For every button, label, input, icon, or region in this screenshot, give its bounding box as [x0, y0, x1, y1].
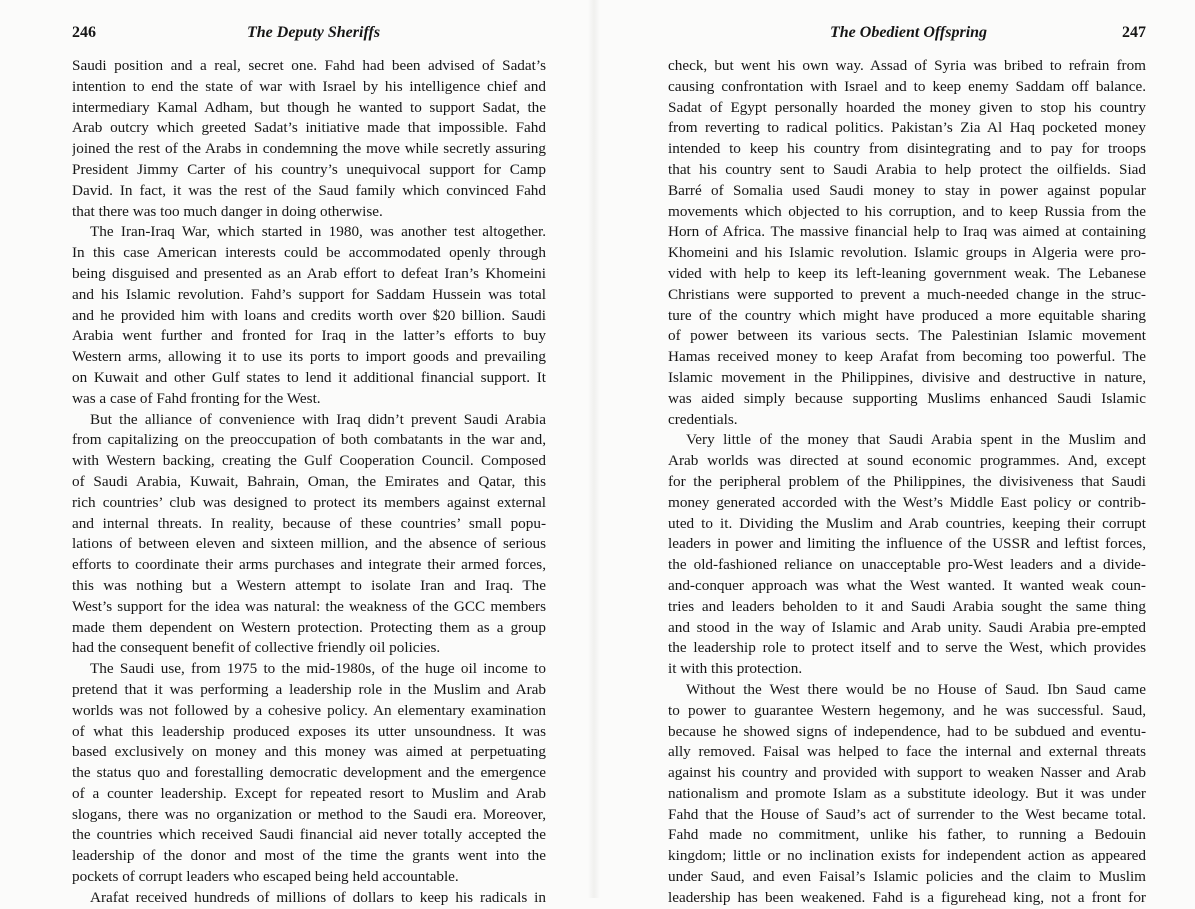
page-number: 247	[1122, 24, 1146, 41]
text-line: movements which objected to his corruption, and to keep Russia from the	[668, 202, 1146, 220]
text-line: because he showed signs of independence, had to be subdued and eventu-	[668, 722, 1146, 740]
text-line: intention to end the state of war with Israel by his intelligence chief and	[72, 77, 546, 95]
text-line: ture of the country which might have produced a more equitable sharing	[668, 306, 1146, 324]
text-line: The Iran-Iraq War, which started in 1980, was another test altogether.	[90, 223, 546, 241]
text-line: and internal threats. In reality, because of these countries’ small popu-	[72, 514, 546, 532]
text-line: of a counter leadership. Except for repeated resort to Muslim and Arab	[72, 784, 546, 802]
text-line: of what this leadership produced exposes its utter unsoundness. It was	[72, 722, 546, 740]
text-line: kingdom; little or no inclination exists for independent action as appeared	[668, 847, 1146, 865]
text-line: and his Islamic revolution. Fahd’s support for Saddam Hussein was total	[72, 285, 546, 303]
text-line: that there was too much danger in doing otherwise.	[72, 202, 383, 220]
text-line: rich countries’ club was designed to protect its members against external	[72, 493, 546, 511]
right-page	[598, 0, 1195, 906]
text-line: it with this protection.	[668, 660, 803, 678]
text-line: joined the rest of the Arabs in condemning the move while secretly assuring	[72, 140, 546, 158]
text-line: credentials.	[668, 410, 738, 428]
text-line: this was nothing but a Western attempt to isolate Iran and Iraq. The	[72, 576, 546, 594]
left-page	[0, 0, 590, 906]
text-line: nationalism and promote Islam as a substitute ideology. But it was under	[668, 784, 1146, 802]
text-line: worlds was not followed by a cohesive policy. An elementary examination	[72, 701, 546, 719]
text-line: lations of between eleven and sixteen million, and the absence of serious	[72, 535, 546, 553]
text-line: Islamic movement in the Philippines, divisive and destructive in nature,	[668, 368, 1146, 386]
text-line: intended to keep his country from disintegrating and to pay for troops	[668, 140, 1146, 158]
text-line: the status quo and forestalling democratic development and the emergence	[72, 764, 546, 782]
text-line: the old-fashioned reliance on unacceptable pro-West leaders and a divide-	[668, 556, 1146, 574]
right-page-body	[668, 56, 1146, 909]
text-line: the leadership role to protect itself and to serve the West, which provides	[668, 639, 1146, 657]
text-line: intermediary Kamal Adham, but though he wanted to support Sadat, the	[72, 98, 546, 116]
text-line: Horn of Africa. The massive financial help to Iraq was aimed at containing	[668, 223, 1146, 241]
text-line: slogans, there was no organization or method to the Saudi era. Moreover,	[72, 805, 546, 823]
text-line: for the peripheral problem of the Philippines, the divisiveness that Saudi	[668, 472, 1146, 490]
left-page-header	[72, 22, 546, 44]
text-line: vided with help to keep its left-leaning government weak. The Lebanese	[668, 264, 1146, 282]
text-line: of power between its various sects. The Palestinian Islamic movement	[668, 327, 1146, 345]
text-line: Arab worlds was directed at sound economic programmes. And, except	[668, 452, 1146, 470]
text-line: David. In fact, it was the rest of the Saud family which convinced Fahd	[72, 181, 546, 199]
text-line: from capitalizing on the preoccupation of both combatants in the war and,	[72, 431, 546, 449]
text-line: causing confrontation with Israel and to keep enemy Saddam off balance.	[668, 77, 1146, 95]
text-line: tries and leaders beholden to it and Saudi Arabia sought the same thing	[668, 597, 1146, 615]
text-line: Arabia went further and fronted for Iraq in the latter’s efforts to buy	[72, 327, 546, 345]
text-line: to power to guarantee Western hegemony, and he was successful. Saud,	[668, 701, 1146, 719]
text-line: Sadat of Egypt personally hoarded the money given to stop his country	[668, 98, 1146, 116]
text-line: Very little of the money that Saudi Arabia spent in the Muslim and	[686, 431, 1146, 449]
text-line: was aided simply because supporting Muslims enhanced Saudi Islamic	[668, 389, 1146, 407]
text-line: Arab outcry which greeted Sadat’s initiative made that impossible. Fahd	[72, 119, 546, 137]
text-line: pretend that it was performing a leadership role in the Muslim and Arab	[72, 680, 546, 698]
text-line: of Saudi Arabia, Kuwait, Bahrain, Oman, the Emirates and Qatar, this	[72, 472, 546, 490]
text-line: Christians were supported to prevent a much-needed change in the struc-	[668, 285, 1146, 303]
text-line: ally removed. Faisal was helped to face the internal and external threats	[668, 743, 1146, 761]
text-line: had the consequent benefit of collective friendly oil policies.	[72, 639, 441, 657]
text-line: Western arms, allowing it to use its ports to import goods and prevailing	[72, 348, 546, 366]
text-line: Without the West there would be no House of Saud. Ibn Saud came	[686, 680, 1146, 698]
text-line: money generated accorded with the West’s Middle East policy or contrib-	[668, 493, 1146, 511]
text-line: made them dependent on Western protection. Protecting them as a group	[72, 618, 546, 636]
text-line: under Saud, and even Faisal’s Islamic policies and the claim to Muslim	[668, 868, 1146, 886]
text-line: In this case American interests could be accommodated openly through	[72, 244, 546, 262]
text-line: based exclusively on money and this money was aimed at perpetuating	[72, 743, 546, 761]
text-line: and stood in the way of Islamic and Arab unity. Saudi Arabia pre-empted	[668, 618, 1146, 636]
text-line: Barré of Somalia used Saudi money to stay in power against popular	[668, 181, 1146, 199]
text-line: was a case of Fahd fronting for the West.	[72, 389, 321, 407]
text-line: on Kuwait and other Gulf states to lend it additional financial support. It	[72, 368, 546, 386]
text-line: from reverting to radical politics. Pakistan’s Zia Al Haq pocketed money	[668, 119, 1146, 137]
text-line: being disguised and presented as an Arab effort to defeat Iran’s Khomeini	[72, 264, 546, 282]
text-line: with Western backing, creating the Gulf Cooperation Council. Composed	[72, 452, 546, 470]
text-line: West’s support for the idea was natural: the weakness of the GCC members	[72, 597, 546, 615]
text-line: efforts to coordinate their arms purchases and integrate their armed forces,	[72, 556, 546, 574]
text-line: leaders in power and limiting the influence of the USSR and leftist forces,	[668, 535, 1146, 553]
text-line: The Saudi use, from 1975 to the mid-1980s, of the huge oil income to	[90, 660, 546, 678]
page-number: 246	[72, 24, 96, 41]
right-page-header	[666, 22, 1146, 44]
text-line: Fahd made no commitment, unlike his father, to running a Bedouin	[668, 826, 1146, 844]
text-line: Arafat received hundreds of millions of dollars to keep his radicals in	[90, 888, 546, 906]
text-line: Hamas received money to keep Arafat from becoming too powerful. The	[668, 348, 1146, 366]
text-line: and he provided him with loans and credits worth over $20 billion. Saudi	[72, 306, 546, 324]
text-line: check, but went his own way. Assad of Syria was bribed to refrain from	[668, 57, 1146, 74]
text-line: against his country and provided with support to weaken Nasser and Arab	[668, 764, 1146, 782]
text-line: leadership has been weakened. Fahd is a figurehead king, not a front for	[668, 888, 1146, 906]
running-title: The Obedient Offspring	[830, 24, 988, 41]
text-line: Saudi position and a real, secret one. Fahd had been advised of Sadat’s	[72, 57, 546, 74]
text-line: Khomeini and his Islamic revolution. Islamic groups in Algeria were pro-	[668, 244, 1146, 262]
running-title: The Deputy Sheriffs	[247, 24, 381, 41]
text-line: Fahd that the House of Saud’s act of surrender to the West became total.	[668, 805, 1146, 823]
text-line: leadership of the donor and most of the time the grants went into the	[72, 847, 546, 865]
text-line: pockets of corrupt leaders who escaped being held accountable.	[72, 868, 459, 886]
left-page-body	[72, 56, 546, 909]
text-line: But the alliance of convenience with Iraq didn’t prevent Saudi Arabia	[90, 410, 546, 428]
text-line: uted to it. Dividing the Muslim and Arab countries, keeping their corrupt	[668, 514, 1146, 532]
text-line: that his country sent to Saudi Arabia to help protect the oilfields. Siad	[668, 160, 1146, 178]
text-line: and-conquer approach was what the West wanted. It wanted weak coun-	[668, 576, 1146, 594]
text-line: President Jimmy Carter of his country’s unequivocal support for Camp	[72, 160, 546, 178]
text-line: the countries which received Saudi financial aid never totally accepted the	[72, 826, 546, 844]
